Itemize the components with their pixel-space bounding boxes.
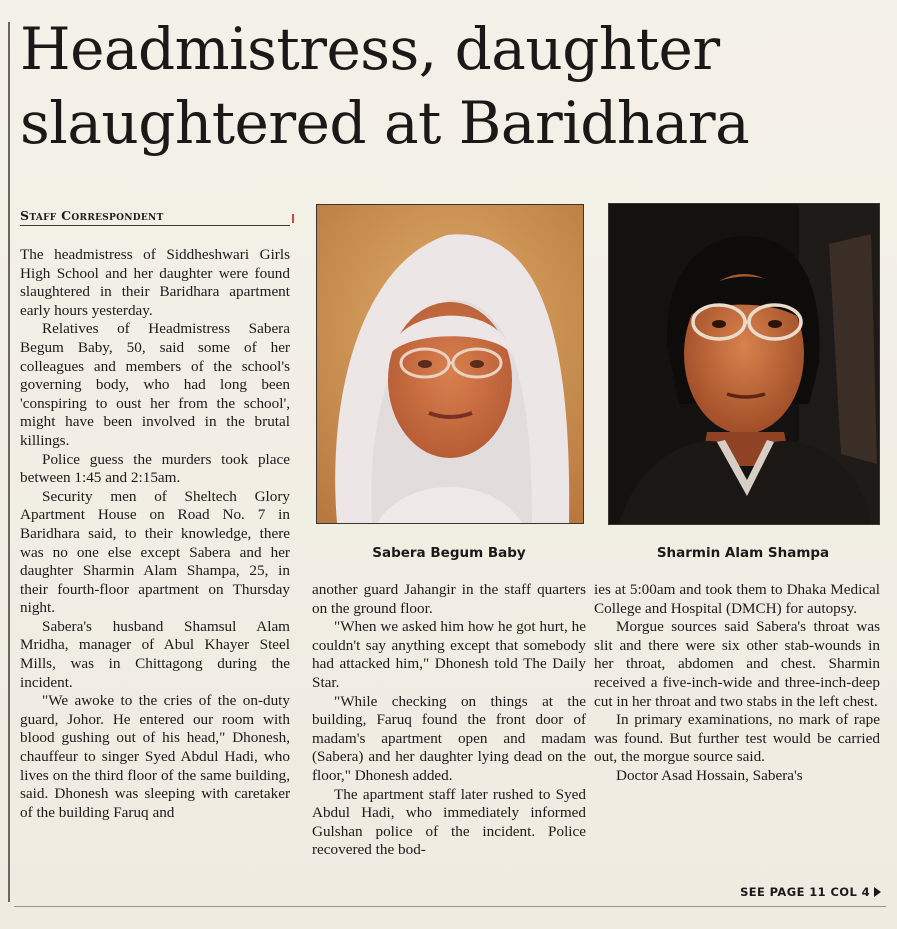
paragraph: Security men of Sheltech Glory Apartment House on Road No. 7 in Baridhara said, to their knowledge, there was no one else except Sabera and her daughter Sharmin Alam Shampa, 25, in their fourth-floor apartment on Thursday night. — [20, 487, 290, 617]
print-mark — [292, 214, 294, 223]
paragraph: The headmistress of Siddheshwari Girls High School and her daughter were found slaughtered in their Baridhara apartment early hours yesterday. — [20, 246, 290, 319]
portrait-woman-hijab — [317, 205, 583, 523]
article-column-3 — [594, 581, 880, 786]
paragraph: The apartment staff later rushed to Syed Abdul Hadi, who immediately informed Gulshan police of the incident. Police recovered the bod- — [312, 785, 586, 859]
jump-text: SEE PAGE 11 COL 4 — [740, 885, 870, 899]
paragraph: "We awoke to the cries of the on-duty guard, Johor. He entered our room with blood gushing out of his head," Dhonesh, chauffeur to singer Syed Abdul Hadi, who lives on the third floor of the same building, said. Dhonesh was sleeping with caretaker of the building Faruq and — [20, 692, 290, 821]
photo-caption: Sabera Begum Baby — [372, 545, 526, 561]
paragraph: "When we asked him how he got hurt, he couldn't say anything except that somebody had attacked him," Dhonesh told The Daily Star. — [312, 618, 586, 691]
headline-line-1: Headmistress, daughter — [20, 15, 720, 83]
paragraph: Sabera's husband Shamsul Alam Mridha, manager of Abul Khayer Steel Mills, was in Chittagong during the incident. — [20, 617, 290, 691]
left-column-rule — [8, 22, 10, 902]
paragraph: Relatives of Headmistress Sabera Begum Baby, 50, said some of her colleagues and members of the school's governing body, who had long been 'conspiring to oust her from the school', might have been involved in the brutal killings. — [20, 320, 290, 449]
article-column-2 — [312, 581, 586, 860]
photo-caption: Sharmin Alam Shampa — [656, 545, 830, 561]
article-column-1 — [20, 246, 290, 822]
byline: Staff Correspondent — [20, 208, 290, 226]
headline-line-2: slaughtered at Baridhara — [20, 89, 750, 157]
paragraph: Morgue sources said Sabera's throat was slit and there were six other stab-wounds in her throat, abdomen and chest. Sharmin received a five-inch-wide and three-inch-deep cut in her throat and two stabs in the left chest. — [594, 618, 880, 710]
paragraph: "While checking on things at the building, Faruq found the front door of madam's apartment open and madam (Sabera) and her daughter lying dead on the floor," Dhonesh added. — [312, 692, 586, 784]
paragraph: another guard Jahangir in the staff quarters on the ground floor. — [312, 581, 586, 617]
paragraph: ies at 5:00am and took them to Dhaka Medical College and Hospital (DMCH) for autopsy. — [594, 581, 880, 617]
photo-sharmin — [608, 203, 880, 525]
paragraph: In primary examinations, no mark of rape was found. But further test would be carried out, the morgue source said. — [594, 711, 880, 766]
paragraph: Doctor Asad Hossain, Sabera's — [616, 766, 803, 784]
continuation-jump — [740, 885, 881, 899]
bottom-rule — [14, 906, 886, 907]
portrait-young-woman — [609, 204, 879, 524]
photo-sabera — [316, 204, 584, 524]
paragraph: Police guess the murders took place between 1:45 and 2:15am. — [20, 450, 290, 487]
arrow-right-icon — [874, 887, 881, 897]
headline — [20, 12, 890, 160]
